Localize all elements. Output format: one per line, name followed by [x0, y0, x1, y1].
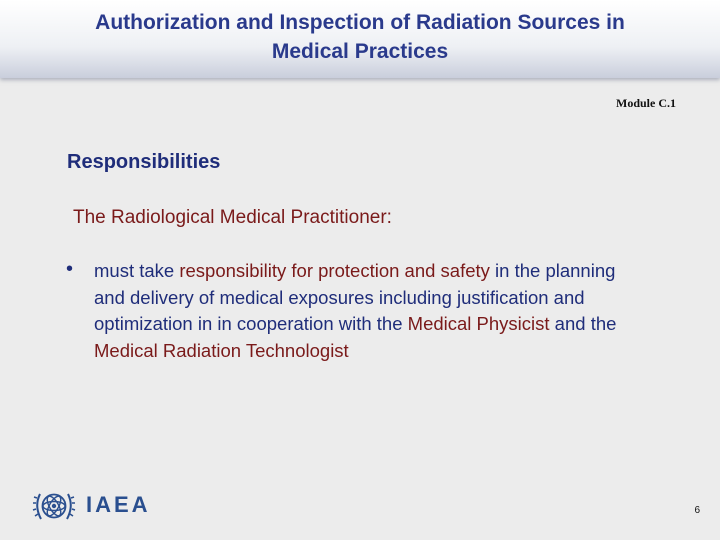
- page-number: 6: [694, 505, 700, 516]
- bullet-item: [66, 258, 636, 364]
- iaea-logo-icon: [30, 483, 78, 529]
- bullet-text-emphasis-physicist: Medical Physicist: [407, 313, 550, 334]
- bullet-text-emphasis-responsibility: responsibility for protection and safety: [179, 260, 490, 281]
- slide-title-line-2: Medical Practices: [271, 40, 449, 63]
- iaea-logo-text: IAEA: [86, 492, 151, 517]
- slide-title-line-1: Authorization and Inspection of Radiation Sources in: [95, 11, 625, 34]
- bullet-dot-icon: •: [66, 258, 74, 280]
- bullet-text-part-1: must take: [94, 260, 180, 281]
- bullet-list: [66, 258, 636, 364]
- bullet-text-part-5: and the: [549, 313, 617, 334]
- slide-title: [40, 8, 680, 66]
- bullet-text-part-3: in the planning and delivery of medical exposures including justification and optimization in in cooperation with the: [94, 260, 616, 334]
- section-heading: Responsibilities: [67, 151, 221, 173]
- intro-text: The Radiological Medical Practitioner:: [73, 207, 392, 228]
- bullet-text-emphasis-technologist: Medical Radiation Technologist: [94, 339, 349, 361]
- module-label: Module C.1: [616, 96, 676, 110]
- slide-header: [0, 0, 720, 78]
